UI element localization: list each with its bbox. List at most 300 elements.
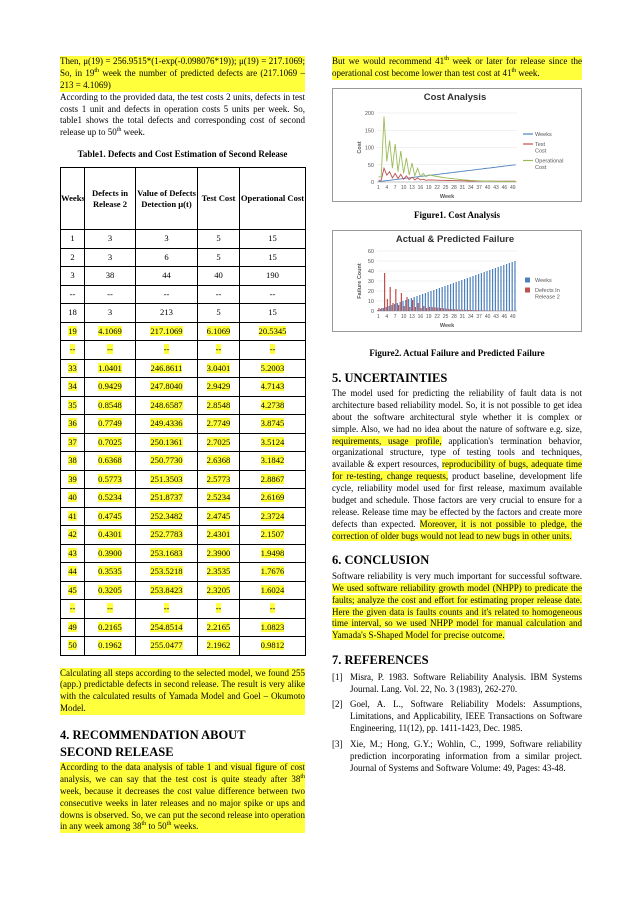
table-cell: 44 [61,563,85,582]
table-cell: 249.4336 [136,415,198,434]
table-cell: 252.7783 [136,526,198,545]
right-top-sup-2: th [511,67,517,74]
table-cell: 250.1361 [136,433,198,452]
table-cell: 1.7676 [240,563,306,582]
bar [433,290,434,311]
bar [464,279,465,311]
legend-label: Test Cost [535,141,547,155]
legend-label: Weeks [535,131,552,138]
table-cell: -- [136,341,198,360]
bar [394,304,395,311]
table-cell: 247.8040 [136,378,198,397]
sec6-text-1: Software reliability is very much important for successful software. [332,570,582,581]
table-cell: 3 [85,248,136,267]
bar [422,294,423,311]
bar [415,307,416,311]
table-cell: 5 [198,304,240,323]
sec4-text-3: to 50 [146,821,167,832]
sec4-text-2: week, because it decreases the cost value difference between two consecutive weeks in later releases and no major spike or ups and downs is observed. So, we can put the second release into operation in any week among 38 [60,785,305,832]
sec4-sup-2: th [141,821,147,828]
bar [478,274,479,311]
bar [457,309,458,311]
x-tick-label: 28 [451,313,457,320]
y-tick-label: 40 [367,268,374,275]
table-cell: 15 [240,248,306,267]
bar [489,270,490,311]
bar [454,309,455,311]
table-cell: 38 [61,452,85,471]
table-cell: 0.4745 [85,507,136,526]
x-tick-label: 34 [468,313,474,320]
legend-swatch [525,277,530,282]
x-tick-label: 43 [493,184,499,191]
table-row [61,618,306,637]
bar [479,310,480,311]
table-cell: 3.0401 [198,359,240,378]
bar [380,309,381,311]
table-row [61,396,306,415]
section-6-heading: 6. CONCLUSION [332,553,430,568]
bar [492,269,493,311]
chart-title: Actual & Predicted Failure [395,233,515,245]
bar [470,277,471,311]
reference-text: Goel, A. L., Software Reliability Models: Assumptions, Limitations, and Applicability, IEEE Transactions on Software Engineering, 11(12), pp. 1411-1423, Dec. 1985. [350,699,582,734]
x-axis-title: Week [439,322,455,329]
section-4-heading-line1: 4. RECOMMENDATION ABOUT [60,728,246,742]
table-cell: 2.3205 [198,581,240,600]
table-cell: 4.2738 [240,396,306,415]
table-cell: -- [85,285,136,304]
section-6-paragraph [332,571,582,642]
bar [481,273,482,311]
bar [460,309,461,310]
bar [405,300,406,311]
sec5-text-1: The model used for predicting the reliability of fault data is not architecture based reliability model. So, it is not possible to get idea about the software architectural style whether it is complex or simple. Also, we had no idea about the nature of software e.g. size, [332,388,582,434]
table-cell: 254.8514 [136,618,198,637]
table-cell: 36 [61,415,85,434]
table-cell: 49 [61,618,85,637]
x-tick-label: 13 [409,313,415,320]
table-cell: 1.0823 [240,618,306,637]
figure-1-caption: Figure1. Cost Analysis [413,209,501,220]
bar [432,307,433,311]
bar [423,306,424,311]
bar [475,275,476,311]
table-cell: 255.0477 [136,637,198,656]
table-cell: 43 [61,544,85,563]
sec4-text-1: According to the data analysis of table 1 and visual figure of cost analysis, we can say that the test cost is quite steady after 38 [60,762,305,784]
x-axis-title: Week [439,193,455,200]
intro-paragraph [60,92,305,140]
table-cell: 40 [61,489,85,508]
bar [471,310,472,311]
bar [378,308,379,311]
table-row [61,322,306,341]
failure-chart [333,231,581,331]
table-cell: 18 [61,304,85,323]
y-tick-label: 10 [367,298,374,305]
table-cell: 3 [61,267,85,286]
x-tick-label: 49 [510,313,516,320]
sec4-text-4: weeks. [171,821,199,832]
table-row [61,285,306,304]
bar [428,292,429,311]
x-tick-label: 49 [510,184,516,191]
reference-number: [3] [332,739,343,749]
table-cell: 15 [240,304,306,323]
bar [486,271,487,311]
bar [388,306,389,311]
bar [398,305,399,311]
section-4-heading [60,727,305,760]
table-cell: 2.8548 [198,396,240,415]
table-cell: -- [198,285,240,304]
sec5-text-2: application's termination behavior, organizational structure, type of testing tools and techniques, available & expert resources, [332,435,582,470]
x-tick-label: 22 [434,313,440,320]
bar [419,295,420,311]
bar [448,309,449,311]
section-5-paragraph [332,388,582,542]
y-tick-label: 200 [364,110,374,117]
table-cell: 190 [240,267,306,286]
table-cell: 45 [61,581,85,600]
bar [409,307,410,311]
y-axis-title: Cost [357,141,363,154]
bar [418,303,419,311]
table-cell: 252.3482 [136,507,198,526]
table-cell: 2.4745 [198,507,240,526]
table-cell: 41 [61,507,85,526]
table-header-cell: Test Cost [198,168,240,230]
section-5-heading: 5. UNCERTAINTIES [332,370,448,385]
table-cell: 0.8548 [85,396,136,415]
bar [411,298,412,311]
bar [416,296,417,311]
intro-highlighted [60,56,305,92]
intro-sup-2: th [116,127,122,134]
x-tick-label: 19 [426,313,432,320]
table-cell: 253.8423 [136,581,198,600]
table-cell: -- [61,600,85,619]
table-cell: 3.8745 [240,415,306,434]
table-header-cell: Operational Cost [240,168,306,230]
table-cell: 39 [61,470,85,489]
section-4-heading-line2: SECOND RELEASE [60,744,174,759]
x-tick-label: 31 [459,184,466,191]
right-top-paragraph [332,56,582,80]
reference-number: [2] [332,699,343,710]
table-cell: 2.7749 [198,415,240,434]
table-cell: -- [85,600,136,619]
table-cell: 213 [136,304,198,323]
x-tick-label: 16 [417,184,424,191]
table-cell: 6.1069 [198,322,240,341]
bar [485,310,486,311]
reference-text: Xie, M.; Hong, G.Y.; Wohlin, C., 1999, Software reliability prediction incorporating information from a similar project. Journal of Systems and Software Volume: 49, Pages: 43-48. [350,739,582,773]
table-row [61,452,306,471]
bar [468,310,469,311]
bar [402,301,403,311]
sec6-highlight-1: We used software reliability growth model (NHPP) to predicate the faults; analyze the cost and effort for estimating proper release date. Here the given data is faults counts and it's related to homogeneous time interval, so we used NHPP model for manual calculation and Yamada's S-Shaped Model for precise outcome. [332,582,582,641]
table-row [61,600,306,619]
right-top-text-3: week. [516,67,540,78]
table-row [61,507,306,526]
bar [465,309,466,310]
table-cell: -- [198,600,240,619]
table-cell: 253.1683 [136,544,198,563]
table-cell: -- [198,341,240,360]
reference-item [332,699,582,735]
table-header-cell: Weeks [61,168,85,230]
bar [503,265,504,311]
x-tick-label: 13 [409,184,415,191]
bar [386,307,387,311]
table-row [61,489,306,508]
table-cell: 250.7730 [136,452,198,471]
table-row [61,378,306,397]
table-cell: 3 [85,230,136,249]
x-tick-label: 4 [385,184,389,191]
legend-label: Operational Cost [535,158,564,171]
x-tick-label: 46 [501,313,508,320]
table-row [61,470,306,489]
table-cell: 2 [61,248,85,267]
table-cell: -- [61,285,85,304]
table-cell: 0.7025 [85,433,136,452]
table-cell: 0.3535 [85,563,136,582]
bar [456,282,457,311]
table-row [61,544,306,563]
bar [467,278,468,311]
bar [444,286,445,311]
table-cell: 33 [61,359,85,378]
table-row [61,563,306,582]
bar [462,309,463,310]
y-tick-label: 50 [367,162,374,169]
intro-sup-1: th [94,67,100,74]
chart-title: Cost Analysis [423,91,487,103]
table-cell: -- [61,341,85,360]
table-cell: 42 [61,526,85,545]
bar [443,308,444,311]
bar [484,272,485,311]
bar [495,268,496,311]
bar [500,266,501,311]
bar [397,303,398,311]
right-column [332,56,582,779]
table-cell: -- [85,341,136,360]
table-cell: 6 [136,248,198,267]
table-cell: 2.4301 [198,526,240,545]
table-cell: 2.8867 [240,470,306,489]
bar [498,267,499,311]
bar [509,263,510,311]
intro-plain: According to the provided data, the test costs 2 units, defects in test costs 1 unit and defects in operation costs 5 units per week. So, table1 shows the total defects and corresponding cost of second release up to 50 [60,91,305,138]
bar [440,308,441,311]
legend-swatch [525,287,530,292]
x-tick-label: 46 [501,184,508,191]
reference-item [332,739,582,775]
table-header-row [61,168,306,230]
table-cell: 0.4301 [85,526,136,545]
table-cell: 1 [61,230,85,249]
reference-text: Misra, P. 1983. Software Reliability Analysis. IBM Systems Journal. Lang. Vol. 22, No. 3 (1983), 262-270. [350,671,582,694]
bar [437,307,438,310]
table-cell: 0.3900 [85,544,136,563]
bar [425,293,426,311]
sec5-highlight-1: requirements, usage profile, [332,435,442,446]
y-tick-label: 60 [367,248,374,255]
section-4-paragraph [60,762,305,833]
table-cell: 0.9429 [85,378,136,397]
references-list [332,672,582,775]
table-cell: 0.5234 [85,489,136,508]
x-tick-label: 22 [434,184,440,191]
table-cell: 40 [198,267,240,286]
bar [434,307,435,311]
bar [450,284,451,311]
x-tick-label: 28 [451,184,457,191]
y-tick-label: 0 [370,179,374,186]
reference-number: [1] [332,671,343,682]
table-cell: 2.5773 [198,470,240,489]
bar [447,285,448,311]
sec5-highlight-2: reproducibility of bugs, adequate time for re-testing, change requests, [332,459,582,482]
after-table-paragraph: Calculating all steps according to the selected model, we found 255 (app.) predictable defects in second release. The result is very alike with the calculated results of Yamada Model and Goel – Okumoto Model. [60,667,305,714]
table-cell: 0.6368 [85,452,136,471]
legend-label: Weeks [535,277,552,284]
bar [381,308,382,311]
table-cell: 2.9429 [198,378,240,397]
table-cell: -- [136,600,198,619]
y-tick-label: 150 [364,128,374,134]
bar [391,305,392,311]
table-cell: 5 [198,230,240,249]
table-cell: 2.1507 [240,526,306,545]
intro-text-2: week the number of predicted defects are (217.1069 – 213 = 4.1069) [60,67,305,90]
table-cell: -- [136,285,198,304]
bar [395,289,396,311]
intro-text-3: week. [121,127,145,138]
x-tick-label: 7 [393,313,397,320]
table-cell: 0.9812 [240,637,306,656]
table-body [61,230,306,656]
table-cell: 15 [240,230,306,249]
intro-text-1: Then, μ(19) = 256.9515*(1-exp(-0.098076*19)); μ(19) = 217.1069; So, in 19 [60,56,305,78]
x-tick-label: 10 [400,313,407,320]
x-tick-label: 43 [493,313,499,320]
table-cell: 0.2165 [85,618,136,637]
bar [400,302,401,311]
table-cell: 3 [85,304,136,323]
table-cell: 4.1069 [85,322,136,341]
table-cell: 19 [61,322,85,341]
table-cell: 251.3503 [136,470,198,489]
table-cell: 2.3724 [240,507,306,526]
sec4-sup-3: th [166,821,172,828]
bar [514,261,515,311]
cost-analysis-chart [333,89,581,201]
x-tick-label: 4 [385,313,389,320]
table-row [61,526,306,545]
table-cell: 20.5345 [240,322,306,341]
table-cell: 2.2165 [198,618,240,637]
table-cell: 2.6169 [240,489,306,508]
table-cell: 2.7025 [198,433,240,452]
section-7-heading: 7. REFERENCES [332,653,429,668]
table-cell: 2.1962 [198,637,240,656]
bar [453,283,454,311]
bar [482,310,483,311]
table-row [61,433,306,452]
table-cell: 2.3535 [198,563,240,582]
table-row [61,341,306,360]
x-tick-label: 25 [442,313,449,320]
x-tick-label: 31 [459,313,466,320]
bar [458,281,459,311]
bar [461,280,462,311]
y-axis-title: Failure Count [357,262,363,299]
bar [512,262,513,311]
x-tick-label: 40 [484,184,491,191]
table-cell: 3.5124 [240,433,306,452]
bar [430,291,431,311]
bar [414,297,415,311]
legend-label: Defects In Release 2 [535,287,560,301]
table-cell: 37 [61,433,85,452]
x-tick-label: 37 [476,313,482,320]
bar [429,307,430,311]
bar [387,299,388,311]
bar [408,299,409,311]
table-cell: 251.8737 [136,489,198,508]
bar [476,310,477,311]
table-cell: 3 [136,230,198,249]
bar [384,273,385,311]
table-row [61,304,306,323]
sec5-highlight-3: Moreover, it is not possible to pledge, the correction of older bugs would not lead to new bugs in other units. [332,518,582,541]
table-cell: 0.3205 [85,581,136,600]
bar [412,300,413,311]
bar [420,308,421,311]
sec4-sup-1: th [300,773,305,780]
x-tick-label: 1 [377,184,380,191]
table-cell: 1.6024 [240,581,306,600]
bar [436,289,437,311]
x-tick-label: 19 [426,184,432,191]
x-tick-label: 40 [484,313,491,320]
bar [506,264,507,311]
y-tick-label: 100 [364,145,374,152]
bar [442,287,443,311]
bar [451,309,452,311]
table-cell: -- [240,285,306,304]
bar [383,308,384,311]
bar [446,308,447,310]
table-header-cell: Value of Defects Detection μ(t) [136,168,198,230]
bar [377,310,378,311]
table-cell: 2.6368 [198,452,240,471]
table-cell: 38 [85,267,136,286]
y-tick-label: 20 [367,288,374,295]
table-cell: 44 [136,267,198,286]
table-row [61,230,306,249]
x-tick-label: 7 [393,184,397,191]
bar [390,287,391,311]
bar [488,310,489,311]
table-row [61,637,306,656]
table-cell: 2.5234 [198,489,240,508]
